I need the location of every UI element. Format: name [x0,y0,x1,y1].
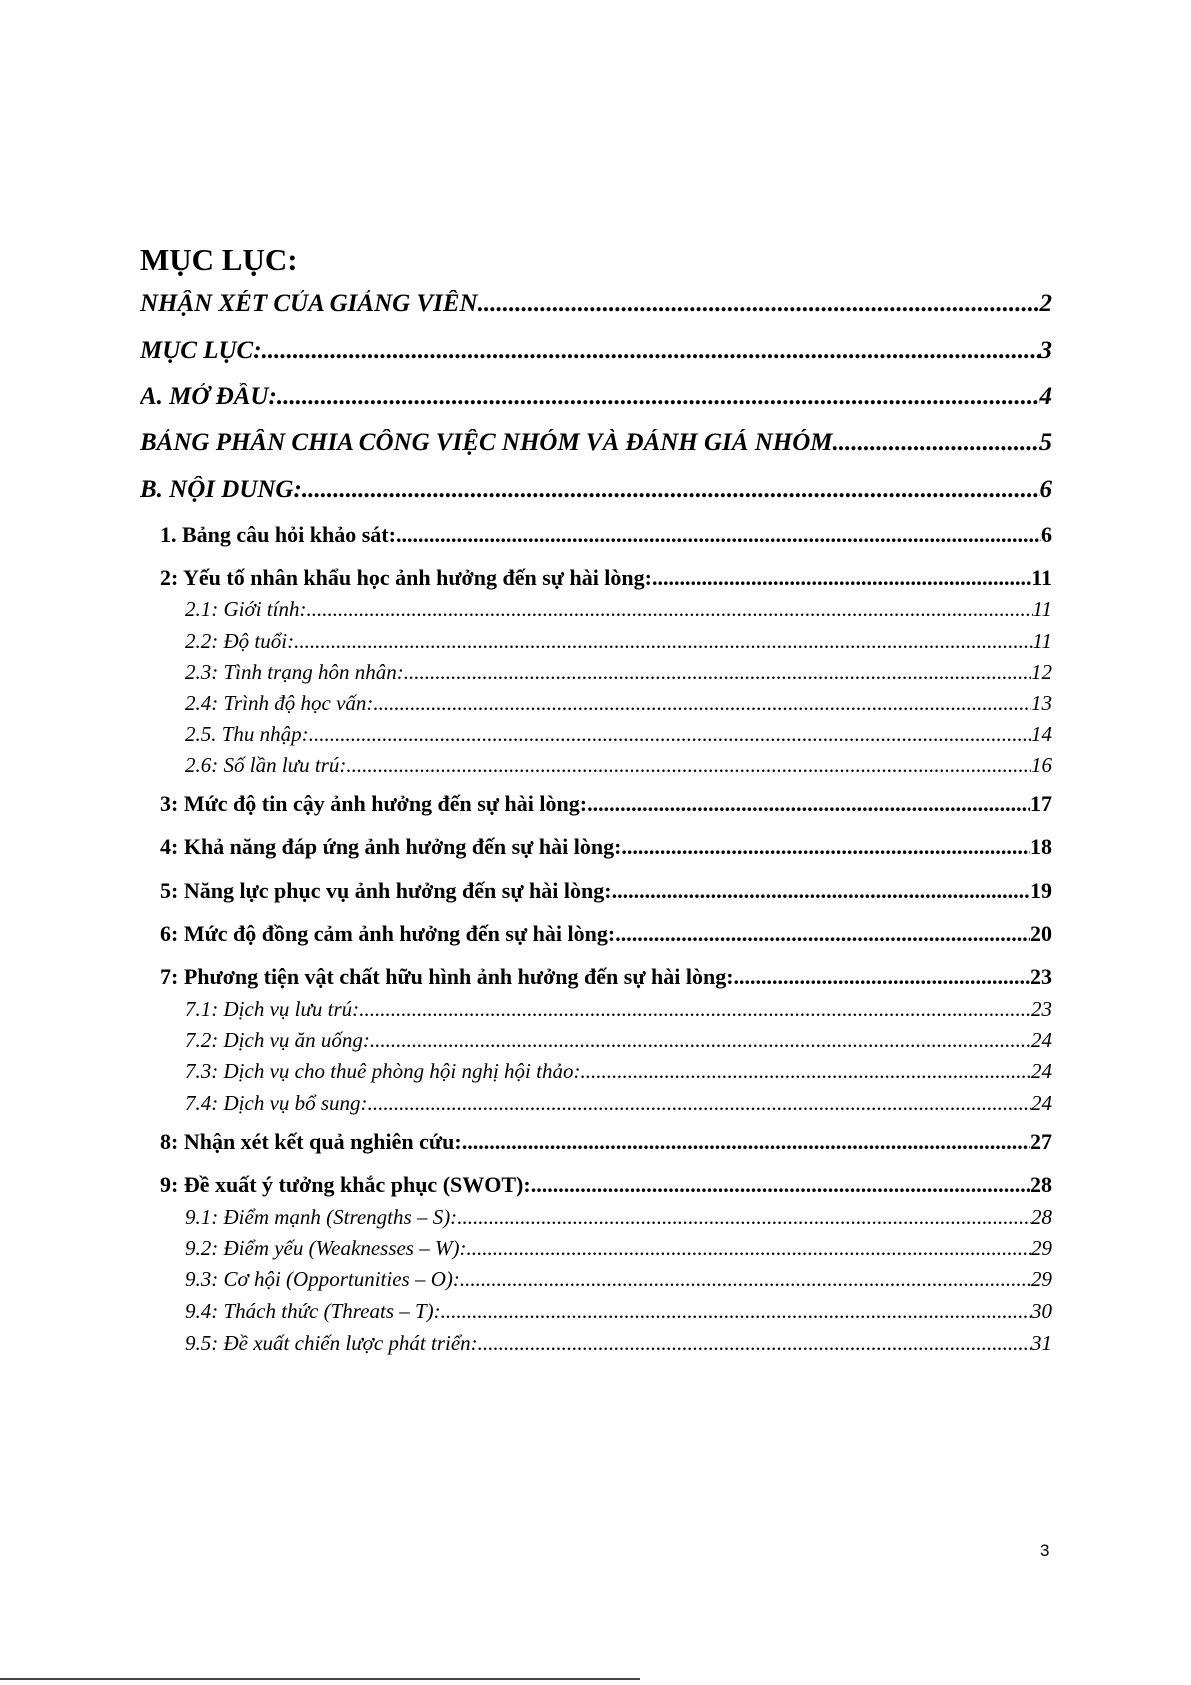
toc-entry-label: A. MỞ ĐẦU: [140,383,277,410]
toc-entry-label: B. NỘI DUNG: [140,476,302,503]
toc-entry-page: 14 [1031,722,1052,746]
toc-entry-label: 9: Đề xuất ý tưởng khắc phục (SWOT): [160,1172,531,1197]
toc-entry-label: 2.5. Thu nhập: [185,722,309,746]
toc-entry-label: 2: Yếu tố nhân khẩu học ảnh hưởng đến sự hài lòng: [160,565,652,590]
toc-entry-page: 28 [1030,1172,1052,1197]
toc-entry-label: 2.3: Tình trạng hôn nhân: [185,660,404,684]
toc-dot-leader [370,1028,1031,1053]
toc-entry-page: 12 [1031,660,1052,684]
toc-dot-leader [615,921,1030,947]
toc-entry[interactable] [185,722,1052,750]
toc-entry[interactable] [160,791,1052,821]
toc-entry-page: 3 [1039,337,1052,364]
toc-entry[interactable] [160,921,1052,951]
toc-entry-label: 2.2: Độ tuổi: [185,629,295,653]
toc-dot-leader [262,337,1040,365]
toc-dot-leader [277,383,1040,411]
toc-entry[interactable] [185,1331,1052,1359]
toc-entry[interactable] [185,997,1052,1025]
toc-dot-leader [441,1299,1031,1324]
toc-entry-label: 9.1: Điểm mạnh (Strengths – S): [185,1205,458,1229]
toc-entry[interactable] [185,753,1052,781]
toc-entry-page: 11 [1032,629,1052,653]
toc-entry[interactable] [185,1028,1052,1056]
toc-dot-leader [309,722,1031,747]
toc-entry-page: 23 [1031,997,1052,1021]
toc-dot-leader [466,1236,1031,1261]
toc-entry-label: 7.4: Dịch vụ bổ sung: [185,1091,368,1115]
toc-dot-leader [294,629,1032,654]
toc-entry[interactable] [185,1236,1052,1264]
toc-entry-page: 23 [1030,964,1052,989]
toc-dot-leader [478,290,1040,318]
toc-entry-page: 19 [1030,878,1052,903]
toc-entry-label: 7: Phương tiện vật chất hữu hình ảnh hưởng đến sự hài lòng: [160,964,734,989]
toc-entry[interactable] [160,1129,1052,1159]
toc-entry-label: 7.1: Dịch vụ lưu trú: [185,997,360,1021]
toc-entry[interactable] [140,337,1052,371]
toc-dot-leader [833,429,1040,457]
toc-dot-leader [346,753,1031,778]
toc-entry[interactable] [185,1091,1052,1119]
toc-entry-page: 11 [1031,565,1052,590]
toc-entry-label: NHẬN XÉT CỦA GIẢNG VIÊN [140,290,478,317]
toc-entry-page: 6 [1041,522,1052,547]
toc-entry-label: 9.5: Đề xuất chiến lược phát triển: [185,1331,478,1355]
toc-entry-label: 3: Mức độ tin cậy ảnh hưởng đến sự hài lòng: [160,791,588,816]
toc-entry-label: 5: Năng lực phục vụ ảnh hưởng đến sự hài lòng: [160,878,612,903]
toc-entry[interactable] [185,629,1052,657]
toc-dot-leader [359,997,1031,1022]
toc-entry[interactable] [160,878,1052,908]
page-number: 3 [1040,1541,1050,1560]
toc-entry-page: 29 [1031,1267,1052,1291]
toc-entry[interactable] [185,660,1052,688]
toc-dot-leader [531,1172,1030,1198]
toc-entry[interactable] [160,565,1052,595]
toc-dot-leader [478,1331,1031,1356]
toc-entry[interactable] [160,522,1052,552]
toc-dot-leader [404,660,1031,685]
toc-dot-leader [612,878,1030,904]
toc-entry[interactable] [140,290,1052,324]
toc-entry-label: 2.6: Số lần lưu trú: [185,753,347,777]
toc-entry-page: 24 [1031,1091,1052,1115]
toc-entry[interactable] [185,1059,1052,1087]
toc-dot-leader [621,834,1030,860]
toc-entry-label: 1. Bảng câu hỏi khảo sát: [160,522,396,547]
toc-entry-label: 2.1: Giới tính: [185,597,307,621]
toc-entry-page: 5 [1039,429,1052,456]
toc-entry-page: 6 [1039,476,1052,503]
toc-entry[interactable] [140,383,1052,417]
toc-entry-page: 31 [1031,1331,1052,1355]
toc-dot-leader [368,1091,1031,1116]
toc-entry[interactable] [160,964,1052,994]
toc-entry[interactable] [140,429,1052,463]
toc-entry-label: MỤC LỤC: [140,337,262,364]
toc-dot-leader [306,597,1032,622]
toc-dot-leader [462,1129,1030,1155]
toc-entry-label: 2.4: Trình độ học vấn: [185,691,374,715]
toc-entry-label: 7.3: Dịch vụ cho thuê phòng hội nghị hội thảo: [185,1059,581,1083]
toc-entry-label: BẢNG PHÂN CHIA CÔNG VIỆC NHÓM VÀ ĐÁNH GIÁ NHÓM [140,429,833,456]
toc-dot-leader [457,1205,1031,1230]
toc-dot-leader [302,476,1040,504]
toc-entry-label: 9.4: Thách thức (Threats – T): [185,1299,441,1323]
toc-entry[interactable] [185,1205,1052,1233]
document-heading: MỤC LỤC: [140,242,298,277]
toc-entry[interactable] [160,834,1052,864]
toc-dot-leader [373,691,1031,716]
toc-entry-label: 4: Khả năng đáp ứng ảnh hưởng đến sự hài lòng: [160,834,622,859]
toc-entry-label: 6: Mức độ đồng cảm ảnh hưởng đến sự hài lòng: [160,921,616,946]
toc-entry[interactable] [185,1299,1052,1327]
toc-entry-label: 7.2: Dịch vụ ăn uống: [185,1028,370,1052]
toc-dot-leader [587,791,1030,817]
toc-dot-leader [652,565,1031,591]
toc-entry[interactable] [185,691,1052,719]
toc-entry-page: 20 [1030,921,1052,946]
bottom-rule [0,1678,640,1680]
toc-entry[interactable] [140,476,1052,510]
toc-entry-label: 9.2: Điểm yếu (Weaknesses – W): [185,1236,467,1260]
toc-dot-leader [396,522,1041,548]
toc-entry-page: 18 [1030,834,1052,859]
toc-entry-page: 30 [1031,1299,1052,1323]
toc-entry-page: 11 [1032,597,1052,621]
toc-entry[interactable] [160,1172,1052,1202]
toc-entry-label: 9.3: Cơ hội (Opportunities – O): [185,1267,460,1291]
toc-entry-page: 17 [1030,791,1052,816]
toc-entry-page: 28 [1031,1205,1052,1229]
toc-entry[interactable] [185,597,1052,625]
toc-entry-page: 2 [1039,290,1052,317]
toc-entry-page: 13 [1031,691,1052,715]
toc-dot-leader [734,964,1030,990]
toc-entry-page: 27 [1030,1129,1052,1154]
toc-entry-page: 4 [1039,383,1052,410]
toc-dot-leader [580,1059,1031,1084]
toc-entry[interactable] [185,1267,1052,1295]
toc-entry-page: 29 [1031,1236,1052,1260]
toc-dot-leader [460,1267,1031,1292]
toc-entry-page: 24 [1031,1028,1052,1052]
toc-entry-page: 24 [1031,1059,1052,1083]
toc-entry-page: 16 [1031,753,1052,777]
toc-entry-label: 8: Nhận xét kết quả nghiên cứu: [160,1129,462,1154]
